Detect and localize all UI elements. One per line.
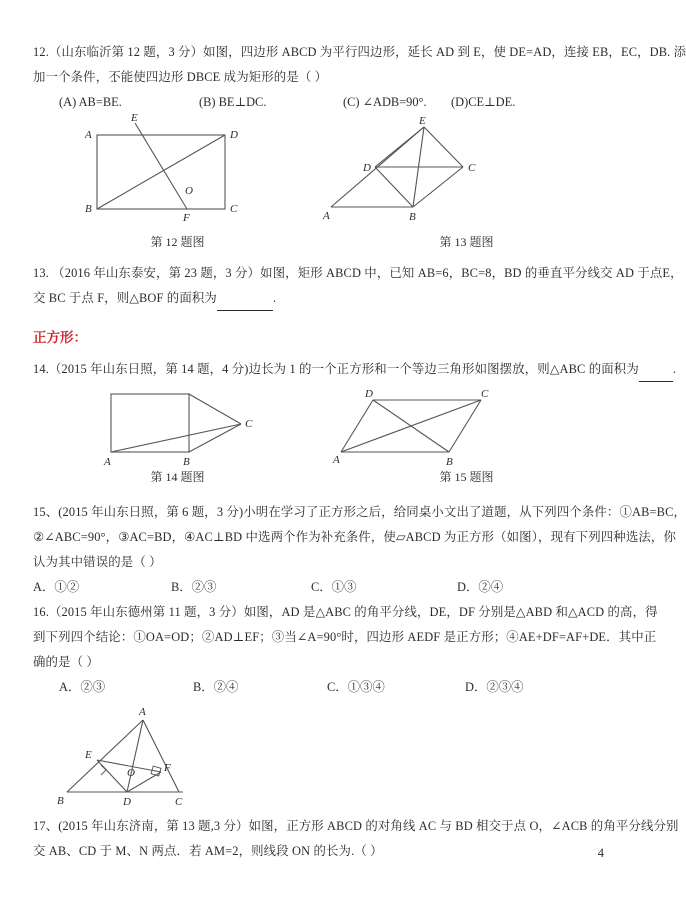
- question-12: [33, 40, 686, 115]
- q12-line-2: [33, 65, 611, 90]
- q15-line-3: 认为其中错误的是（ ）: [33, 555, 162, 569]
- q15-options: [33, 575, 611, 600]
- figure-16-label-A: A: [139, 706, 146, 718]
- question-14: [33, 357, 677, 382]
- page-content: [33, 40, 686, 864]
- q16-options: [33, 675, 611, 700]
- figure-13-label-A: A: [323, 210, 330, 222]
- q13-line-2: [33, 286, 611, 311]
- figure-16-label-O: O: [127, 767, 135, 779]
- q14-line-1-post: .: [672, 362, 677, 376]
- figure-row-1: [33, 112, 611, 233]
- figure-13-drawing: [323, 115, 553, 227]
- question-15: [33, 500, 686, 600]
- q16-line-2: 到下列四个结论：①OA=OD；②AD⊥EF；③当∠A=90°时，四边形 AEDF 是正方形；④AE+DF=AF+DE．其中正: [33, 630, 657, 644]
- figure-12-label-C: C: [230, 203, 238, 215]
- q16-option-b[interactable]: B．②④: [193, 680, 239, 694]
- q12-emphasis-text: 不能 ‥: [108, 70, 133, 85]
- figure-15-label-B: B: [446, 456, 453, 468]
- figure-15-label-C: C: [481, 388, 489, 400]
- figure-14-drawing: [93, 388, 283, 468]
- q15-option-d[interactable]: D．②④: [457, 580, 504, 594]
- figure-12-caption: 第 12 题图: [150, 235, 205, 249]
- figure-16-label-C: C: [175, 796, 183, 808]
- q17-line-2: 交 AB、CD 于 M、N 两点．若 AM=2，则线段 ON 的长为.（ ）: [33, 844, 383, 858]
- figure-14-label-C: C: [245, 418, 253, 430]
- figure-13-label-E: E: [419, 115, 426, 127]
- figure-captions-row-2: [33, 468, 611, 486]
- q12-line-2-pre: 加一个条件，: [33, 70, 109, 84]
- figure-16-label-B: B: [57, 795, 64, 807]
- q13-line-1: 13. （2016 年山东泰安，第 23 题，3 分）如图，矩形 ABCD 中，已知 AB=6，BC=8，BD 的垂直平分线交 AD 于点E，: [33, 266, 683, 280]
- figure-12-label-O: O: [185, 185, 193, 197]
- q16-line-1: 16.（2015 年山东德州第 11 题，3 分）如图，AD 是△ABC 的角平分线，DE，DF 分别是△ABD 和△ACD 的高，得: [33, 605, 658, 619]
- figure-15-drawing: [333, 388, 533, 468]
- figure-15: [333, 388, 533, 468]
- q12-line-1: 12.（山东临沂第 12 题，3 分）如图，四边形 ABCD 为平行四边形，延长 AD 到 E，使 DE=AD，连接 EB，EC，DB. 添: [33, 45, 686, 59]
- q15-option-b[interactable]: B．②③: [171, 580, 217, 594]
- figure-13-label-D: D: [363, 162, 371, 174]
- q12-option-b[interactable]: (B) BE⊥DC.: [199, 95, 267, 109]
- figure-16-label-F: F: [164, 762, 171, 774]
- figure-14: [93, 388, 283, 468]
- q15-line-2: ②∠ABC=90°，③AC=BD，④AC⊥BD 中选两个作为补充条件，使▱ABCD 为正方形（如图），现有下列四种选法，你: [33, 530, 676, 544]
- figure-15-label-A: A: [333, 454, 340, 466]
- figure-12-drawing: [73, 112, 273, 225]
- figure-15-caption: 第 15 题图: [439, 470, 494, 484]
- figure-16-drawing: [51, 702, 231, 814]
- q12-option-a[interactable]: (A) AB=BE.: [59, 95, 122, 109]
- q16-option-c[interactable]: C．①③④: [327, 680, 385, 694]
- q14-answer-blank[interactable]: [639, 381, 673, 382]
- figure-13-caption: 第 13 题图: [439, 235, 494, 249]
- q12-options: [33, 90, 611, 115]
- figure-12: [73, 112, 273, 225]
- figure-row-3: [33, 700, 611, 814]
- figure-12-label-E: E: [131, 112, 138, 124]
- figure-captions-row-1: [33, 233, 611, 251]
- q15-line-1: 15、(2015 年山东日照，第 6 题，3 分)小明在学习了正方形之后，给同桌小文出了道题，从下列四个条件：①AB=BC，: [33, 505, 686, 519]
- q14-line-1-pre: 14.（2015 年山东日照，第 14 题，4 分)边长为 1 的一个正方形和一个等边三角形如图摆放，则△ABC 的面积为: [33, 362, 639, 376]
- figure-16-label-D: D: [123, 796, 131, 808]
- section-heading-square: 正方形：: [33, 330, 87, 345]
- figure-14-label-A: A: [104, 456, 111, 468]
- q15-option-c[interactable]: C．①③: [311, 580, 357, 594]
- figure-13-label-B: B: [409, 211, 416, 223]
- question-17: [33, 814, 679, 864]
- q17-line-1: 17、(2015 年山东济南，第 13 题,3 分）如图，正方形 ABCD 的对角线 AC 与 BD 相交于点 O，∠ACB 的角平分线分别: [33, 819, 679, 833]
- figure-13: [323, 115, 553, 227]
- q12-option-c[interactable]: (C) ∠ADB=90°.: [343, 95, 427, 109]
- figure-12-label-A: A: [85, 129, 92, 141]
- q12-option-d[interactable]: (D)CE⊥DE.: [451, 95, 516, 109]
- q13-answer-blank[interactable]: [217, 310, 273, 311]
- question-16: [33, 600, 658, 700]
- figure-16: [51, 702, 231, 814]
- figure-row-2: [33, 382, 611, 468]
- figure-12-label-D: D: [230, 129, 238, 141]
- figure-16-label-E: E: [85, 749, 92, 761]
- page-number: 4: [597, 846, 604, 860]
- figure-14-label-B: B: [183, 456, 190, 468]
- figure-12-label-F: F: [183, 212, 190, 224]
- q13-line-2-post: .: [272, 291, 277, 305]
- q16-line-3: 确的是（ ）: [33, 655, 99, 669]
- figure-14-caption: 第 14 题图: [150, 470, 205, 484]
- question-13: [33, 261, 683, 311]
- figure-12-label-B: B: [85, 203, 92, 215]
- figure-13-label-C: C: [468, 162, 476, 174]
- q13-line-2-pre: 交 BC 于点 F，则△BOF 的面积为: [33, 291, 217, 305]
- q16-option-d[interactable]: D．②③④: [465, 680, 524, 694]
- q16-option-a[interactable]: A．②③: [59, 680, 106, 694]
- figure-15-label-D: D: [365, 388, 373, 400]
- q12-line-2-post: 使四边形 DBCE 成为矩形的是（ ）: [133, 70, 328, 84]
- q14-line-1: [33, 357, 677, 382]
- q15-option-a[interactable]: A．①②: [33, 580, 80, 594]
